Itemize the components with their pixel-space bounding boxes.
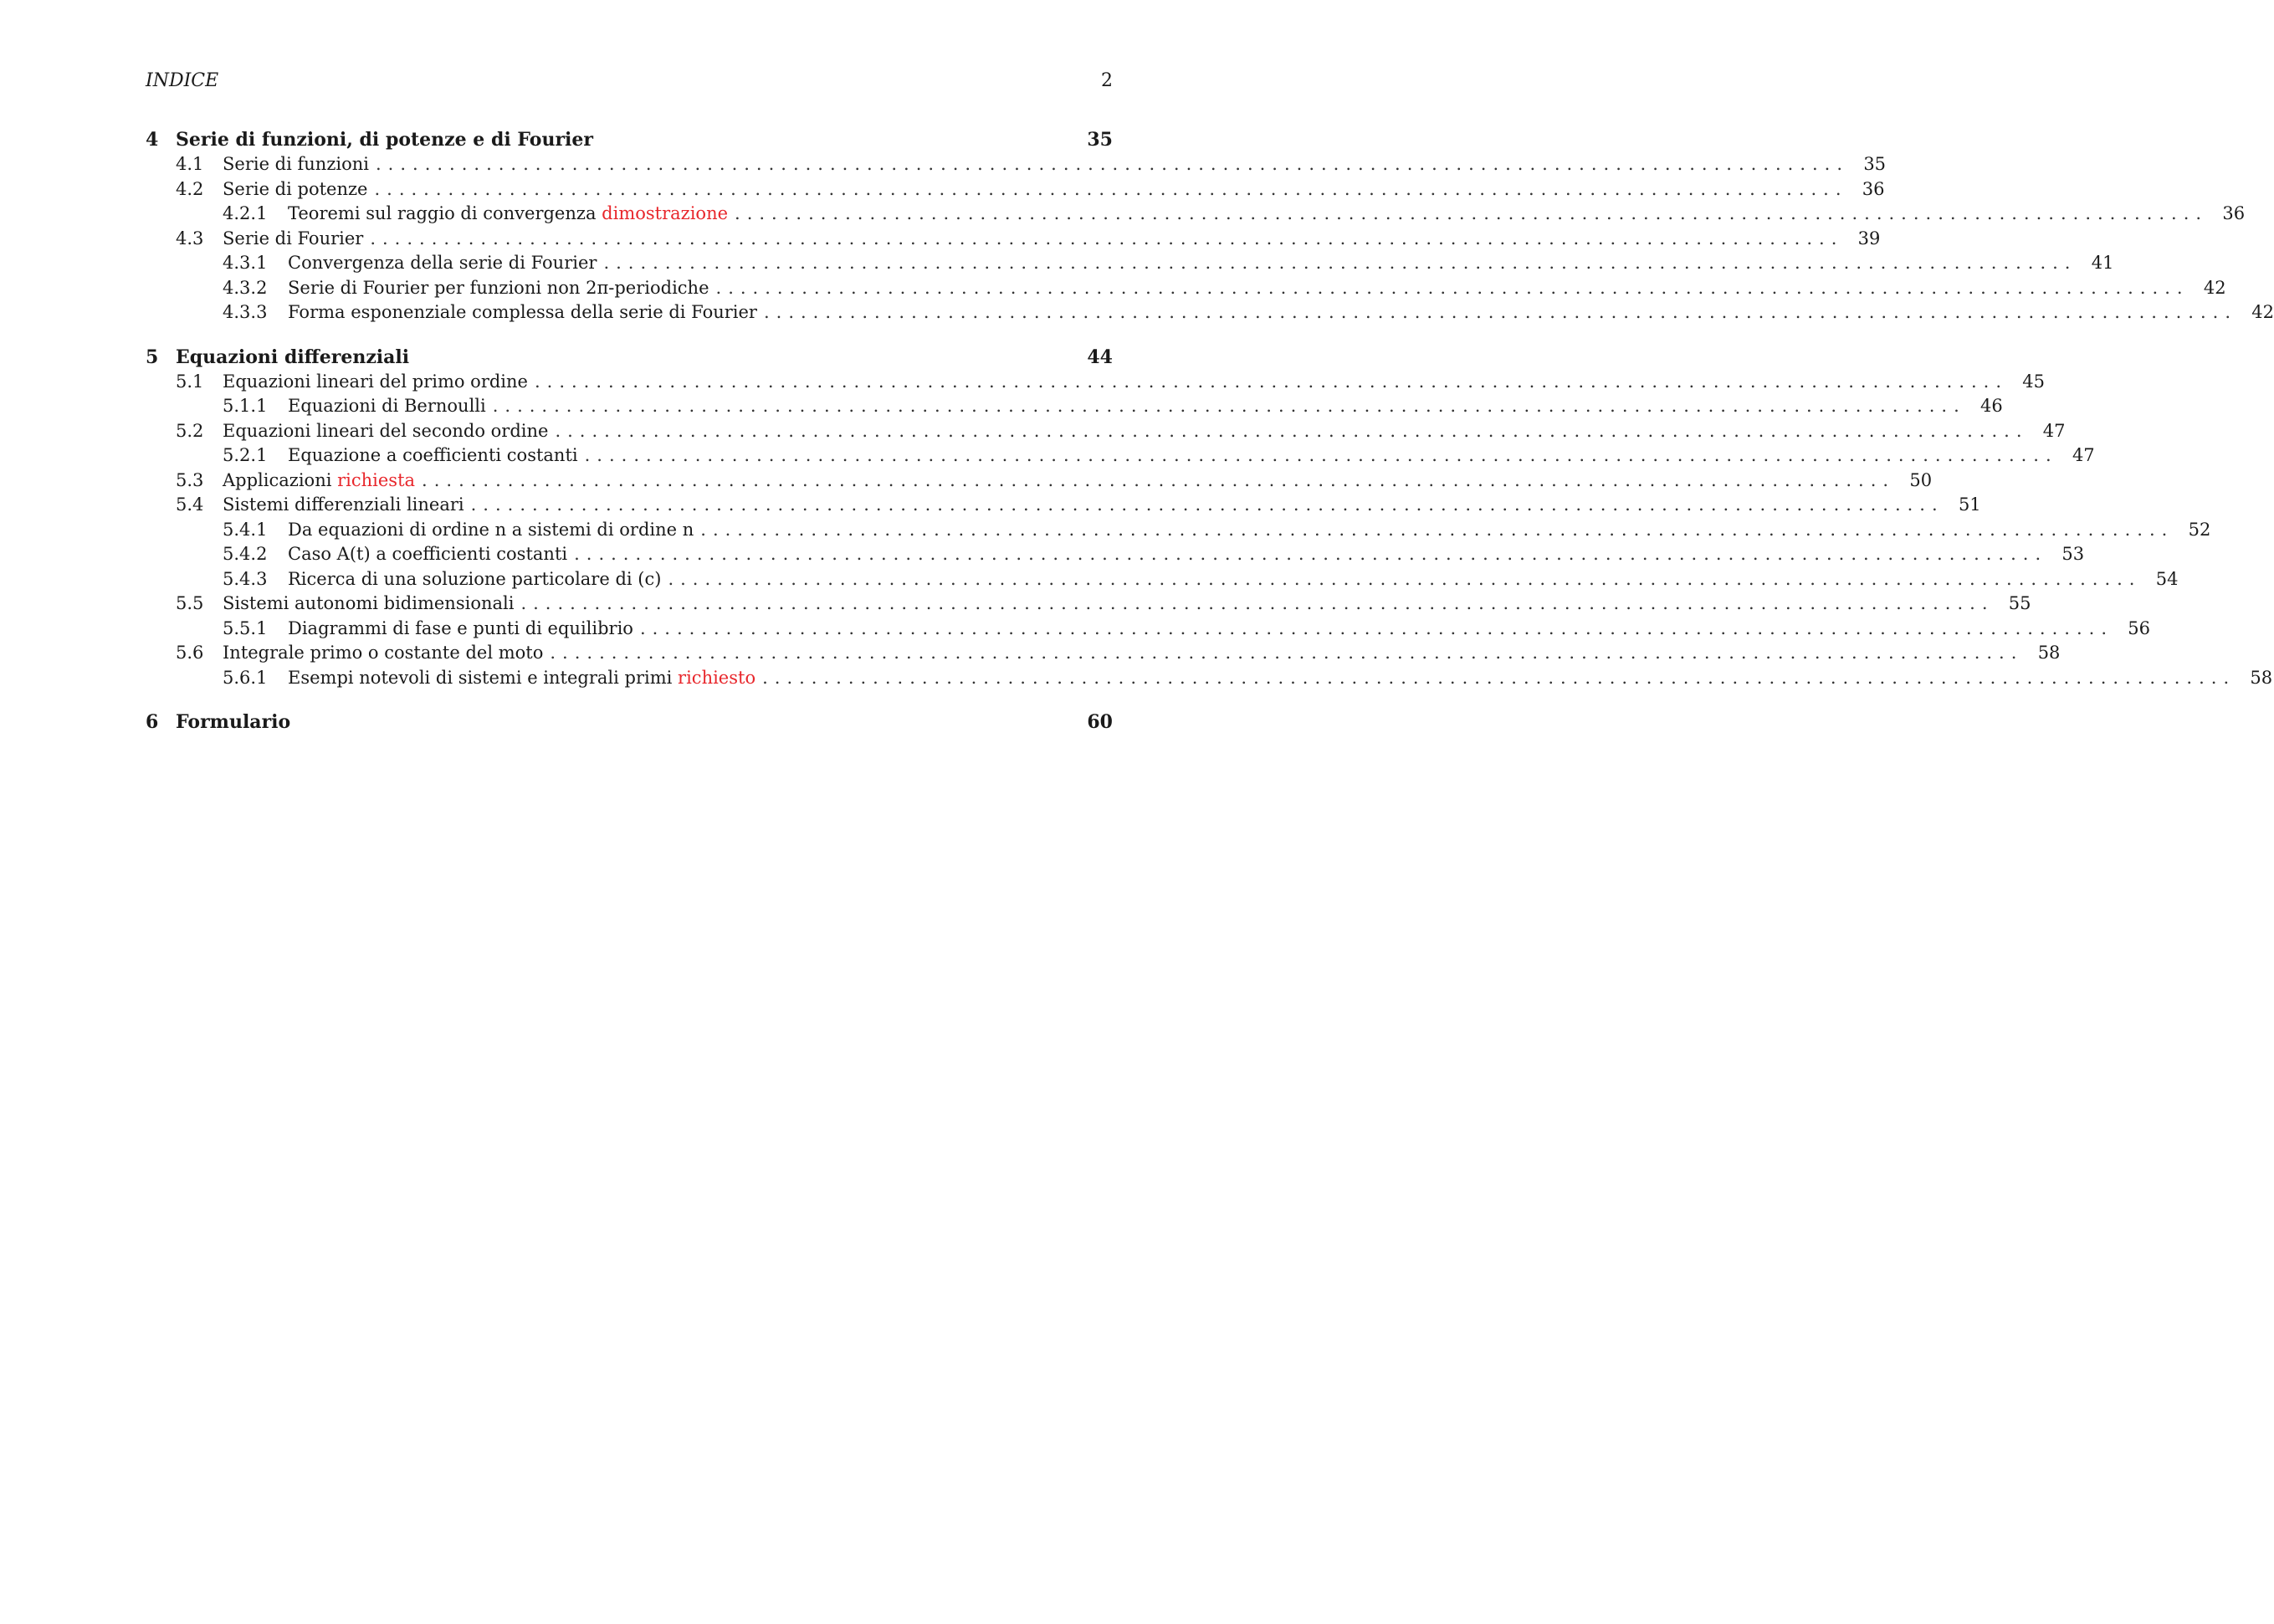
chapter-page: 44 (1087, 346, 1113, 368)
entry-page: 41 (2091, 253, 2114, 273)
entry-number: 5.5 (176, 593, 204, 613)
chapter-title: Formulario (176, 711, 291, 733)
dot-leader: ........................................................................................................................ (603, 253, 2077, 273)
toc-entry-4-3-1[interactable] (146, 251, 2114, 276)
entry-page: 54 (2155, 568, 2179, 589)
entry-page: 47 (2042, 420, 2066, 441)
header-page-number: 2 (1101, 70, 1113, 91)
entry-title: Esempi notevoli di sistemi e integrali primi (288, 667, 673, 688)
entry-title: Forma esponenziale complessa della serie di Fourier (288, 302, 757, 322)
toc-chapter-5[interactable] (146, 345, 1113, 370)
entry-number: 5.6 (176, 643, 204, 663)
toc-entry-5-5-1[interactable] (146, 617, 2150, 642)
entry-title: Diagrammi di fase e punti di equilibrio (288, 617, 633, 638)
dot-leader: ........................................................................................................................ (762, 667, 2236, 688)
entry-page: 42 (2203, 277, 2226, 298)
toc-entry-5-1[interactable] (146, 370, 2046, 395)
toc-entry-4-1[interactable] (146, 152, 1887, 177)
entry-number: 5.3 (176, 469, 204, 490)
entry-tag: dimostrazione (602, 203, 729, 223)
dot-leader: ........................................................................................................................ (715, 277, 2189, 298)
dot-leader: ........................................................................................................................ (520, 593, 1995, 613)
toc-entry-5-4-3[interactable] (146, 567, 2179, 592)
entry-title: Serie di potenze (223, 178, 368, 199)
dot-leader: ........................................................................................................................ (555, 420, 2029, 441)
entry-page: 58 (2037, 643, 2061, 663)
toc-chapter-4[interactable] (146, 127, 1113, 152)
entry-tag: richiesto (678, 667, 756, 688)
dot-leader: ........................................................................................................................ (763, 302, 2238, 322)
entry-title: Serie di Fourier per funzioni non 2π-periodiche (288, 277, 709, 298)
dot-leader: ........................................................................................................................ (422, 469, 1896, 490)
entry-title-wrap (288, 202, 728, 227)
chapter-number: 4 (146, 129, 159, 151)
entry-title: Equazioni di Bernoulli (288, 396, 486, 416)
dot-leader: ........................................................................................................................ (492, 396, 1966, 416)
entry-number: 5.2.1 (223, 445, 268, 465)
toc-entry-5-3[interactable] (146, 469, 1933, 494)
entry-page: 53 (2061, 544, 2085, 564)
entry-page: 42 (2251, 302, 2274, 322)
entry-page: 50 (1909, 469, 1933, 490)
entry-page: 39 (1857, 228, 1881, 248)
entry-number: 4.2.1 (223, 203, 268, 223)
toc-entry-5-6-1[interactable] (146, 666, 2273, 691)
toc-entry-4-3-2[interactable] (146, 276, 2226, 301)
entry-number: 5.1.1 (223, 396, 268, 416)
dot-leader: ........................................................................................................................ (370, 228, 1844, 248)
chapter-number: 5 (146, 346, 159, 368)
chapter-title: Equazioni differenziali (176, 346, 410, 368)
entry-page: 36 (2222, 203, 2246, 223)
entry-page: 55 (2008, 593, 2031, 613)
entry-page: 51 (1958, 494, 1981, 515)
entry-number: 5.4.2 (223, 544, 268, 564)
entry-number: 4.2 (176, 178, 204, 199)
entry-number: 5.4 (176, 494, 204, 515)
header-title: INDICE (146, 70, 219, 91)
entry-title: Ricerca di una soluzione particolare di (c) (288, 568, 662, 589)
entry-title: Equazione a coefficienti costanti (288, 445, 578, 465)
dot-leader: ........................................................................................................................ (550, 643, 2024, 663)
entry-number: 4.3.2 (223, 277, 268, 298)
entry-page: 47 (2072, 445, 2095, 465)
chapter-page: 60 (1087, 711, 1113, 733)
chapter-title: Serie di funzioni, di potenze e di Fourier (176, 129, 593, 151)
dot-leader: ........................................................................................................................ (668, 568, 2142, 589)
entry-number: 5.5.1 (223, 617, 268, 638)
dot-leader: ........................................................................................................................ (639, 617, 2113, 638)
entry-page: 58 (2250, 667, 2273, 688)
dot-leader: ........................................................................................................................ (735, 203, 2209, 223)
dot-leader: ........................................................................................................................ (374, 178, 1848, 199)
entry-number: 5.1 (176, 371, 204, 392)
entry-title: Teoremi sul raggio di convergenza (288, 203, 597, 223)
toc-entry-4-2-1[interactable] (146, 202, 2246, 227)
entry-title: Equazioni lineari del secondo ordine (223, 420, 549, 441)
entry-title: Da equazioni di ordine n a sistemi di ordine n (288, 519, 694, 540)
toc-entry-5-5[interactable] (146, 592, 2031, 617)
chapter-number: 6 (146, 711, 159, 733)
entry-title: Integrale primo o costante del moto (223, 643, 544, 663)
dot-leader: ........................................................................................................................ (470, 494, 1944, 515)
entry-page: 45 (2022, 371, 2046, 392)
entry-title-wrap (288, 666, 755, 691)
toc-entry-5-2-1[interactable] (146, 443, 2095, 469)
toc-entry-5-6[interactable] (146, 641, 2061, 666)
entry-title: Caso A(t) a coefficienti costanti (288, 544, 568, 564)
running-header (146, 69, 1113, 94)
dot-leader: ........................................................................................................................ (376, 154, 1850, 174)
entry-title: Convergenza della serie di Fourier (288, 253, 597, 273)
dot-leader: ........................................................................................................................ (534, 371, 2009, 392)
entry-page: 46 (1980, 396, 2003, 416)
dot-leader: ........................................................................................................................ (584, 445, 2058, 465)
chapter-page: 35 (1087, 129, 1113, 151)
entry-title: Equazioni lineari del primo ordine (223, 371, 528, 392)
toc-entry-5-4[interactable] (146, 493, 1981, 518)
entry-title: Serie di funzioni (223, 154, 369, 174)
toc-entry-5-4-1[interactable] (146, 518, 2211, 543)
entry-title-wrap (223, 469, 415, 494)
entry-number: 5.4.3 (223, 568, 268, 589)
table-of-contents (146, 127, 2274, 735)
dot-leader: ........................................................................................................................ (574, 544, 2048, 564)
entry-number: 5.6.1 (223, 667, 268, 688)
entry-number: 4.3 (176, 228, 204, 248)
toc-entry-4-3[interactable] (146, 227, 1881, 252)
entry-title: Serie di Fourier (223, 228, 364, 248)
toc-entry-5-1-1[interactable] (146, 394, 2003, 419)
toc-entry-4-3-3[interactable] (146, 300, 2274, 325)
entry-page: 56 (2128, 617, 2150, 638)
entry-number: 4.1 (176, 154, 204, 174)
entry-page: 36 (1862, 178, 1885, 199)
dot-leader: ........................................................................................................................ (700, 519, 2174, 540)
entry-tag: richiesta (337, 469, 416, 490)
entry-title: Applicazioni (223, 469, 332, 490)
entry-page: 52 (2188, 519, 2211, 540)
entry-title: Sistemi autonomi bidimensionali (223, 593, 515, 613)
entry-number: 4.3.3 (223, 302, 268, 322)
toc-entry-5-2[interactable] (146, 419, 2066, 444)
entry-page: 35 (1863, 154, 1887, 174)
entry-number: 5.4.1 (223, 519, 268, 540)
toc-chapter-6[interactable] (146, 710, 1113, 735)
entry-number: 5.2 (176, 420, 204, 441)
toc-entry-4-2[interactable] (146, 177, 1885, 202)
entry-number: 4.3.1 (223, 253, 268, 273)
entry-title: Sistemi differenziali lineari (223, 494, 464, 515)
toc-entry-5-4-2[interactable] (146, 542, 2085, 567)
